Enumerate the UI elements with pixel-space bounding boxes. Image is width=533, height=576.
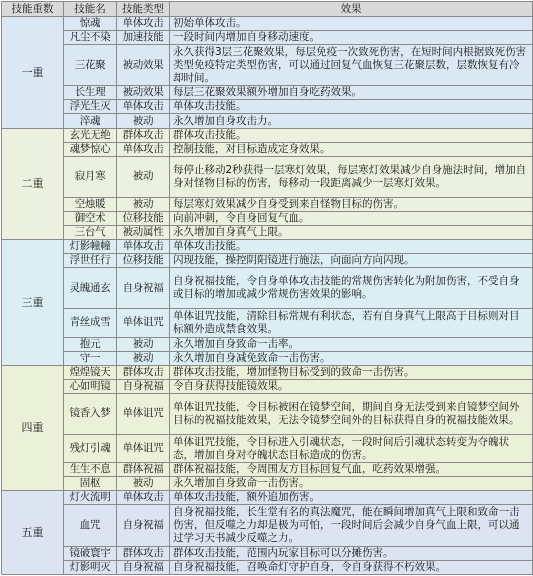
skill-name: 生生不息 bbox=[64, 463, 117, 477]
table-row bbox=[2, 156, 533, 197]
skill-effect: 自身祝福技能，召唤命灯守护自身，令自身获得不朽效果。 bbox=[170, 560, 533, 574]
skill-name: 三花聚 bbox=[64, 45, 117, 86]
skill-type: 被动效果 bbox=[117, 86, 170, 100]
skill-type: 单体攻击 bbox=[117, 240, 170, 254]
header-name: 技能名 bbox=[64, 2, 117, 17]
skill-type: 群体攻击 bbox=[117, 546, 170, 560]
header-tier: 技能重数 bbox=[2, 2, 64, 17]
skill-type: 单体攻击 bbox=[117, 17, 170, 31]
table-row bbox=[2, 268, 533, 309]
skill-type: 被动 bbox=[117, 197, 170, 211]
skill-type: 自身祝福 bbox=[117, 505, 170, 546]
skill-name: 淬魂 bbox=[64, 114, 117, 128]
skill-type: 被动属性 bbox=[117, 226, 170, 240]
table-row bbox=[2, 491, 533, 505]
skill-name: 青丝成雪 bbox=[64, 309, 117, 337]
skill-effect: 单体攻击技能。 bbox=[170, 100, 533, 114]
skill-effect: 单体诅咒技能，清除目标常规有利状态，若有自身真气上限高于目标则对目标额外造成禁食效果。 bbox=[170, 309, 533, 337]
tier-label: 二重 bbox=[2, 128, 64, 240]
skill-type: 单体攻击 bbox=[117, 100, 170, 114]
skill-name: 惊魂 bbox=[64, 17, 117, 31]
table-row bbox=[2, 31, 533, 45]
table-row bbox=[2, 45, 533, 86]
table-row bbox=[2, 128, 533, 142]
skill-name: 镜破寰宇 bbox=[64, 546, 117, 560]
skill-name: 残灯引魂 bbox=[64, 435, 117, 463]
skill-name: 煌煌镜天 bbox=[64, 365, 117, 379]
skill-effect: 永久增加自身致命一击伤害。 bbox=[170, 477, 533, 491]
skill-effect: 单体攻击技能。 bbox=[170, 240, 533, 254]
table-row bbox=[2, 197, 533, 211]
skill-effect: 永久获得3层三花聚效果，每层免疫一次致死伤害，在短时间内根据致死伤害类型免疫特定类型伤害，可以通过回复气血恢复三花聚层数，层数恢复有冷却时间。 bbox=[170, 45, 533, 86]
table-row bbox=[2, 546, 533, 560]
skill-name: 心如明镜 bbox=[64, 379, 117, 393]
table-row bbox=[2, 365, 533, 379]
skill-name: 空烛暖 bbox=[64, 197, 117, 211]
skill-name: 镜香入梦 bbox=[64, 393, 117, 434]
skill-name: 灯火流明 bbox=[64, 491, 117, 505]
header-effect: 效果 bbox=[170, 2, 533, 17]
table-row bbox=[2, 240, 533, 254]
table-row bbox=[2, 393, 533, 434]
skill-effect: 控制技能，对目标造成定身效果。 bbox=[170, 142, 533, 156]
skill-name: 浮光生灭 bbox=[64, 100, 117, 114]
skill-effect: 永久增加自身攻击力。 bbox=[170, 114, 533, 128]
skill-name: 守一 bbox=[64, 351, 117, 365]
skill-name: 血咒 bbox=[64, 505, 117, 546]
skill-name: 御空术 bbox=[64, 211, 117, 225]
skill-name: 三台气 bbox=[64, 226, 117, 240]
skill-effect: 每停止移动2秒获得一层寒灯效果，每层寒灯效果减少自身施法时间，增加自身对怪物目标的伤害，每移动一段距离减少一层寒灯效果。 bbox=[170, 156, 533, 197]
tier-label: 五重 bbox=[2, 491, 64, 575]
table-row bbox=[2, 337, 533, 351]
skill-effect: 自身祝福技能，长生堂有名的真法魔咒，能在瞬间增加真气上限和致命一击伤害，但反噬之力却是极为可怕，一段时间后会减少自身气血上限，可以通过学习天书减少反噬之力。 bbox=[170, 505, 533, 546]
table-row bbox=[2, 17, 533, 31]
skill-type: 单体诅咒 bbox=[117, 393, 170, 434]
skill-effect: 永久增加自身致命一击率。 bbox=[170, 337, 533, 351]
skill-effect: 群体攻击技能，增加怪物目标受到的致命一击伤害。 bbox=[170, 365, 533, 379]
table-row bbox=[2, 254, 533, 268]
skill-type: 被动效果 bbox=[117, 45, 170, 86]
tier-label: 一重 bbox=[2, 17, 64, 129]
table-row bbox=[2, 463, 533, 477]
table-row bbox=[2, 100, 533, 114]
skill-type: 群体攻击 bbox=[117, 365, 170, 379]
skill-name: 固枢 bbox=[64, 477, 117, 491]
skill-type: 自身祝福 bbox=[117, 560, 170, 574]
skill-type: 被动 bbox=[117, 477, 170, 491]
table-row bbox=[2, 435, 533, 463]
skill-type: 被动 bbox=[117, 337, 170, 351]
skill-type: 加速技能 bbox=[117, 31, 170, 45]
table-row bbox=[2, 309, 533, 337]
skill-effect: 向前冲刺，令自身回复气血。 bbox=[170, 211, 533, 225]
header-type: 技能类型 bbox=[117, 2, 170, 17]
skill-type: 自身祝福 bbox=[117, 379, 170, 393]
skill-effect: 初始单体攻击。 bbox=[170, 17, 533, 31]
tier-label: 三重 bbox=[2, 240, 64, 366]
skill-name: 凡尘不染 bbox=[64, 31, 117, 45]
skill-effect: 令自身获得技能镜效果。 bbox=[170, 379, 533, 393]
skills-table bbox=[1, 1, 533, 575]
table-row bbox=[2, 560, 533, 574]
table-row bbox=[2, 477, 533, 491]
skill-type: 群体祝福 bbox=[117, 463, 170, 477]
skill-name: 魂梦惊心 bbox=[64, 142, 117, 156]
skill-type: 被动 bbox=[117, 114, 170, 128]
table-row bbox=[2, 142, 533, 156]
skill-type: 单体攻击 bbox=[117, 491, 170, 505]
skill-name: 寂月寒 bbox=[64, 156, 117, 197]
table-row bbox=[2, 211, 533, 225]
skill-effect: 单体诅咒技能，令目标被困在镜梦空间，期间自身无法受到来自镜梦空间外目标的祝福技能效果，无法令镜梦空间外的目标获得自身的祝福技能效果。 bbox=[170, 393, 533, 434]
skill-type: 群体攻击 bbox=[117, 128, 170, 142]
skill-name: 灯影明灭 bbox=[64, 560, 117, 574]
table-row bbox=[2, 226, 533, 240]
table-row bbox=[2, 351, 533, 365]
skill-effect: 每层寒灯效果减少自身受到来自怪物目标的伤害。 bbox=[170, 197, 533, 211]
skill-effect: 群体祝福技能，令周围友方目标回复气血，吃药效果增强。 bbox=[170, 463, 533, 477]
tier-label: 四重 bbox=[2, 365, 64, 491]
skill-effect: 群体攻击技能，范围内玩家目标可以分摊伤害。 bbox=[170, 546, 533, 560]
table-row bbox=[2, 114, 533, 128]
skill-name: 抱元 bbox=[64, 337, 117, 351]
skill-type: 单体诅咒 bbox=[117, 435, 170, 463]
skill-name: 灯影幢幢 bbox=[64, 240, 117, 254]
skill-type: 单体攻击 bbox=[117, 142, 170, 156]
skill-type: 位移技能 bbox=[117, 254, 170, 268]
skill-type: 自身祝福 bbox=[117, 268, 170, 309]
skill-name: 灵魄通玄 bbox=[64, 268, 117, 309]
skill-name: 长生理 bbox=[64, 86, 117, 100]
table-row bbox=[2, 505, 533, 546]
skill-effect: 单体诅咒技能，令目标进入引魂状态，一段时间后引魂状态转变为夺魄状态，增加自身对夺魄状态目标造成的伤害。 bbox=[170, 435, 533, 463]
skill-type: 单体诅咒 bbox=[117, 309, 170, 337]
skill-effect: 永久增加自身减免致命一击伤害。 bbox=[170, 351, 533, 365]
skill-type: 被动 bbox=[117, 156, 170, 197]
skill-name: 玄光无绝 bbox=[64, 128, 117, 142]
skill-type: 被动 bbox=[117, 351, 170, 365]
skill-effect: 单体攻击技能，额外追加伤害。 bbox=[170, 491, 533, 505]
table-row bbox=[2, 379, 533, 393]
skill-type: 位移技能 bbox=[117, 211, 170, 225]
skill-effect: 每层三花聚效果额外增加自身吃药效果。 bbox=[170, 86, 533, 100]
table-header-row bbox=[2, 2, 533, 17]
skill-effect: 群体攻击技能。 bbox=[170, 128, 533, 142]
skill-effect: 自身祝福技能，令自身单体攻击技能的常规伤害转化为附加伤害，不受自身或目标的增加或减少常规伤害效果的影响。 bbox=[170, 268, 533, 309]
skill-effect: 闪现技能，操控阴阳镜进行施法，向面向方向闪现。 bbox=[170, 254, 533, 268]
table-row bbox=[2, 86, 533, 100]
skill-effect: 一段时间内增加自身移动速度。 bbox=[170, 31, 533, 45]
skill-name: 浮世任行 bbox=[64, 254, 117, 268]
skill-effect: 永久增加自身真气上限。 bbox=[170, 226, 533, 240]
